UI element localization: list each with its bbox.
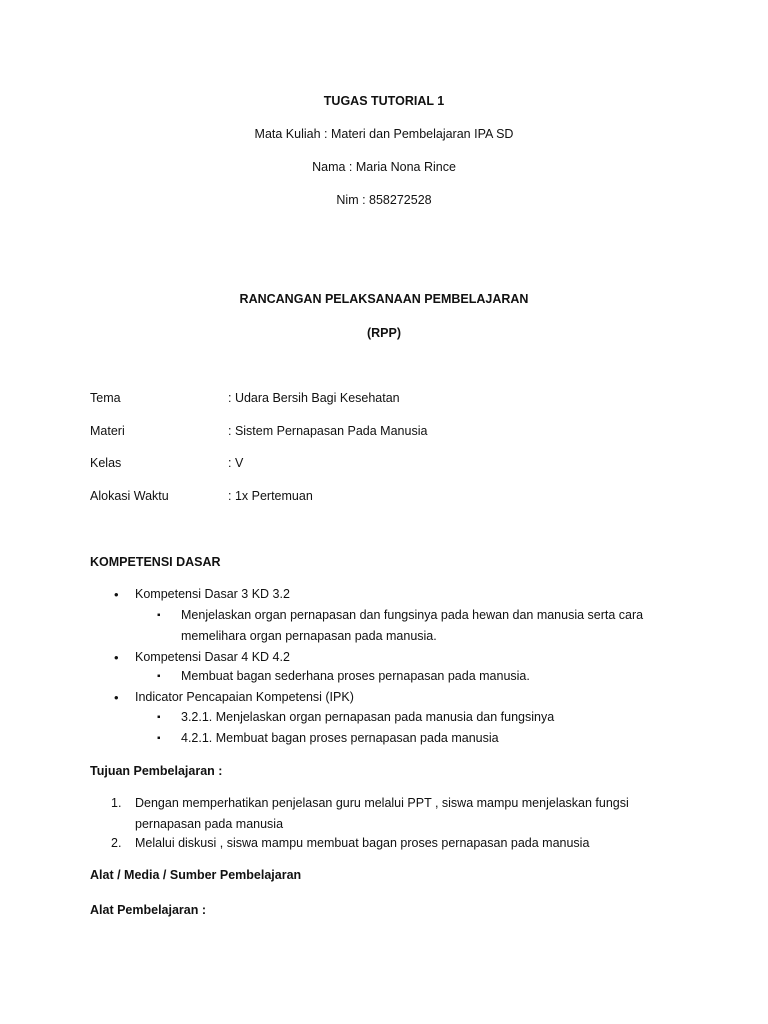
course-line: Mata Kuliah : Materi dan Pembelajaran IPA SD xyxy=(254,127,514,141)
info-value-alokasi-waktu: : 1x Pertemuan xyxy=(228,489,313,503)
numbered-list-item-line: Melalui diskusi , siswa mampu membuat bagan proses pernapasan pada manusia xyxy=(135,836,590,850)
student-name-line: Nama : Maria Nona Rince xyxy=(312,160,456,174)
document-title: TUGAS TUTORIAL 1 xyxy=(323,94,445,108)
sub-list-item-line: 3.2.1. Menjelaskan organ pernapasan pada manusia dan fungsinya xyxy=(181,710,555,724)
info-value-kelas: : V xyxy=(228,456,244,470)
alat-pembelajaran-heading: Alat Pembelajaran : xyxy=(90,903,207,917)
bullet-icon: • xyxy=(114,690,119,705)
list-number: 1. xyxy=(111,796,122,810)
numbered-list-item-line: Dengan memperhatikan penjelasan guru melalui PPT , siswa mampu menjelaskan fungsi xyxy=(135,796,629,810)
sub-list-item-line: Menjelaskan organ pernapasan dan fungsinya pada hewan dan manusia serta cara xyxy=(181,608,644,622)
info-value-tema: : Udara Bersih Bagi Kesehatan xyxy=(228,391,400,405)
square-bullet-icon: ▪ xyxy=(157,733,161,744)
info-label-alokasi-waktu: Alokasi Waktu xyxy=(90,489,169,503)
list-item-ipk: Indicator Pencapaian Kompetensi (IPK) xyxy=(135,690,354,704)
square-bullet-icon: ▪ xyxy=(157,712,161,723)
sub-list-item-line: Membuat bagan sederhana proses pernapasan pada manusia. xyxy=(181,669,530,683)
list-item-kd-3-2: Kompetensi Dasar 3 KD 3.2 xyxy=(135,587,290,601)
info-value-materi: : Sistem Pernapasan Pada Manusia xyxy=(228,424,428,438)
numbered-list-item-line-continued: pernapasan pada manusia xyxy=(135,817,284,831)
tujuan-heading: Tujuan Pembelajaran : xyxy=(90,764,223,778)
info-label-tema: Tema xyxy=(90,391,121,405)
square-bullet-icon: ▪ xyxy=(157,671,161,682)
info-label-materi: Materi xyxy=(90,424,125,438)
student-nim-line: Nim : 858272528 xyxy=(336,193,432,207)
sub-list-item-line: 4.2.1. Membuat bagan proses pernapasan pada manusia xyxy=(181,731,499,745)
rpp-title: RANCANGAN PELAKSANAAN PEMBELAJARAN xyxy=(239,292,529,306)
bullet-icon: • xyxy=(114,587,119,602)
list-item-kd-4-2: Kompetensi Dasar 4 KD 4.2 xyxy=(135,650,290,664)
list-number: 2. xyxy=(111,836,122,850)
kompetensi-heading: KOMPETENSI DASAR xyxy=(90,555,221,569)
alat-media-heading: Alat / Media / Sumber Pembelajaran xyxy=(90,868,302,882)
square-bullet-icon: ▪ xyxy=(157,610,161,621)
info-label-kelas: Kelas xyxy=(90,456,122,470)
rpp-subtitle: (RPP) xyxy=(366,326,402,340)
sub-list-item-line-continued: memelihara organ pernapasan pada manusia. xyxy=(181,629,437,643)
bullet-icon: • xyxy=(114,650,119,665)
